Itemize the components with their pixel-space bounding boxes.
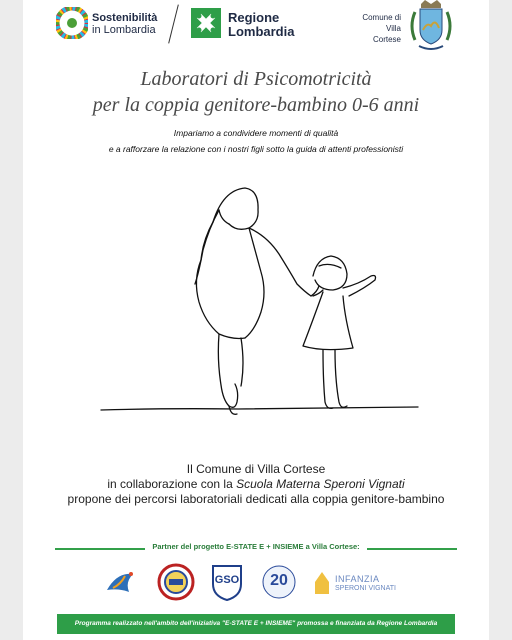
subtitle-line2: e a rafforzare la relazione con i nostri figli sotto la guida di attenti professionisti bbox=[108, 144, 404, 154]
poster-title-line1: Laboratori di Psicomotricità bbox=[140, 68, 372, 90]
parent-child-line-drawing bbox=[23, 180, 489, 425]
comune-line1: Comune di bbox=[362, 13, 401, 22]
partner-circle-logo-icon bbox=[157, 562, 195, 602]
gso-label: GSO bbox=[214, 574, 240, 586]
regione-lombardia-icon bbox=[191, 8, 221, 38]
infanzia-label: INFANZIA bbox=[335, 574, 380, 584]
partner-heading-bar bbox=[55, 540, 457, 556]
regione-line1: Regione bbox=[228, 10, 280, 25]
comune-line2: Villa Cortese bbox=[372, 24, 401, 44]
house-icon bbox=[313, 570, 331, 596]
poster-title-line2: per la coppia genitore-bambino 0-6 anni bbox=[92, 94, 420, 116]
partner-bird-logo-icon bbox=[103, 562, 139, 602]
school-name: Scuola Materna Speroni Vignati bbox=[236, 477, 405, 491]
poster bbox=[23, 0, 489, 640]
comune-text bbox=[361, 12, 401, 45]
footer-banner: Programma realizzato nell'ambito dell'iniziativa "E-STATE E + INSIEME" promossa e finanziata da Regione Lombardia bbox=[57, 614, 455, 634]
partner-infanzia-logo bbox=[313, 562, 413, 602]
partner-twenty-logo bbox=[261, 562, 297, 602]
body-line2 bbox=[23, 477, 489, 491]
regione-line2: Lombardia bbox=[228, 24, 295, 39]
body-line1: Il Comune di Villa Cortese bbox=[186, 462, 326, 476]
sostenibilita-line2: in Lombardia bbox=[92, 24, 156, 36]
partner-heading: Partner del progetto E-STATE E + INSIEME a Villa Cortese: bbox=[152, 542, 360, 551]
body-line3: propone dei percorsi laboratoriali dedicati alla coppia genitore-bambino bbox=[67, 492, 445, 506]
comune-crest-icon bbox=[405, 0, 457, 54]
partner-gso-logo bbox=[209, 562, 245, 602]
sdg-wheel-icon bbox=[56, 7, 88, 39]
twenty-label: 20 bbox=[270, 572, 288, 589]
sostenibilita-line1: Sostenibilità bbox=[92, 12, 158, 24]
sostenibilita-logo-text bbox=[92, 12, 157, 36]
body-line2-prefix: in collaborazione con la bbox=[107, 477, 237, 491]
speroni-label: SPERONI VIGNATI bbox=[335, 585, 396, 592]
partner-divider-right bbox=[367, 548, 457, 550]
subtitle-line1: Impariamo a condividere momenti di qualità bbox=[173, 128, 339, 138]
regione-lombardia-text bbox=[228, 11, 294, 39]
header-separator bbox=[168, 4, 179, 43]
